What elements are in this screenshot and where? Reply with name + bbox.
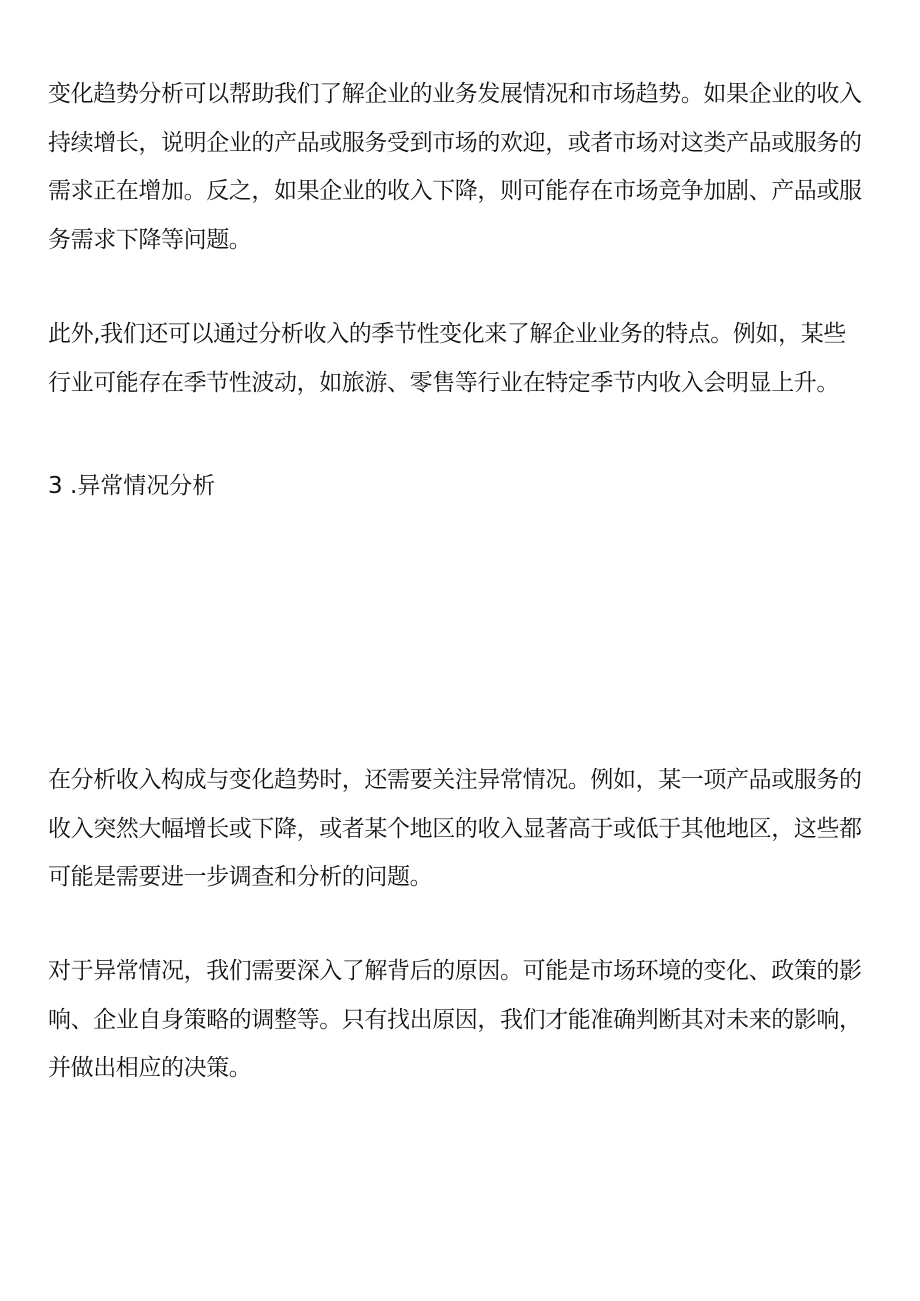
paragraph-line: 在分析收入构成与变化趋势时，还需要关注异常情况。例如，某一项产品或服务的 — [48, 767, 862, 793]
paragraph-anomalies — [48, 756, 878, 902]
paragraph-line: 行业可能存在季节性波动，如旅游、零售等行业在特定季节内收入会明显上升。 — [48, 369, 840, 396]
paragraph-line: 变化趋势分析可以帮助我们了解企业的业务发展情况和市场趋势。如果企业的收入 — [48, 81, 862, 107]
section-heading: 3 .异常情况分析 — [48, 473, 216, 499]
paragraph-line: 收入突然大幅增长或下降，或者某个地区的收入显著高于或低于其他地区，这些都 — [48, 815, 862, 842]
paragraph-line: 对于异常情况，我们需要深入了解背后的原因。可能是市场环境的变化、政策的影 — [48, 958, 862, 984]
paragraph-anomaly-causes — [48, 947, 878, 1093]
paragraph-line: 此外,我们还可以通过分析收入的季节性变化来了解企业业务的特点。例如，某些 — [48, 321, 846, 347]
paragraph-line: 可能是需要进一步调查和分析的问题。 — [48, 864, 433, 890]
paragraph-line: 持续增长，说明企业的产品或服务受到市场的欢迎，或者市场对这类产品或服务的 — [48, 129, 862, 156]
paragraph-seasonality — [48, 310, 878, 407]
paragraph-line: 务需求下降等问题。 — [48, 226, 252, 253]
paragraph-line: 响、企业自身策略的调整等。只有找出原因，我们才能准确判断其对未来的影响， — [48, 1006, 862, 1033]
paragraph-trend-analysis — [48, 70, 878, 264]
paragraph-line: 需求正在增加。反之，如果企业的收入下降，则可能存在市场竞争加剧、产品或服 — [48, 178, 862, 204]
paragraph-line: 并做出相应的决策。 — [48, 1055, 252, 1081]
